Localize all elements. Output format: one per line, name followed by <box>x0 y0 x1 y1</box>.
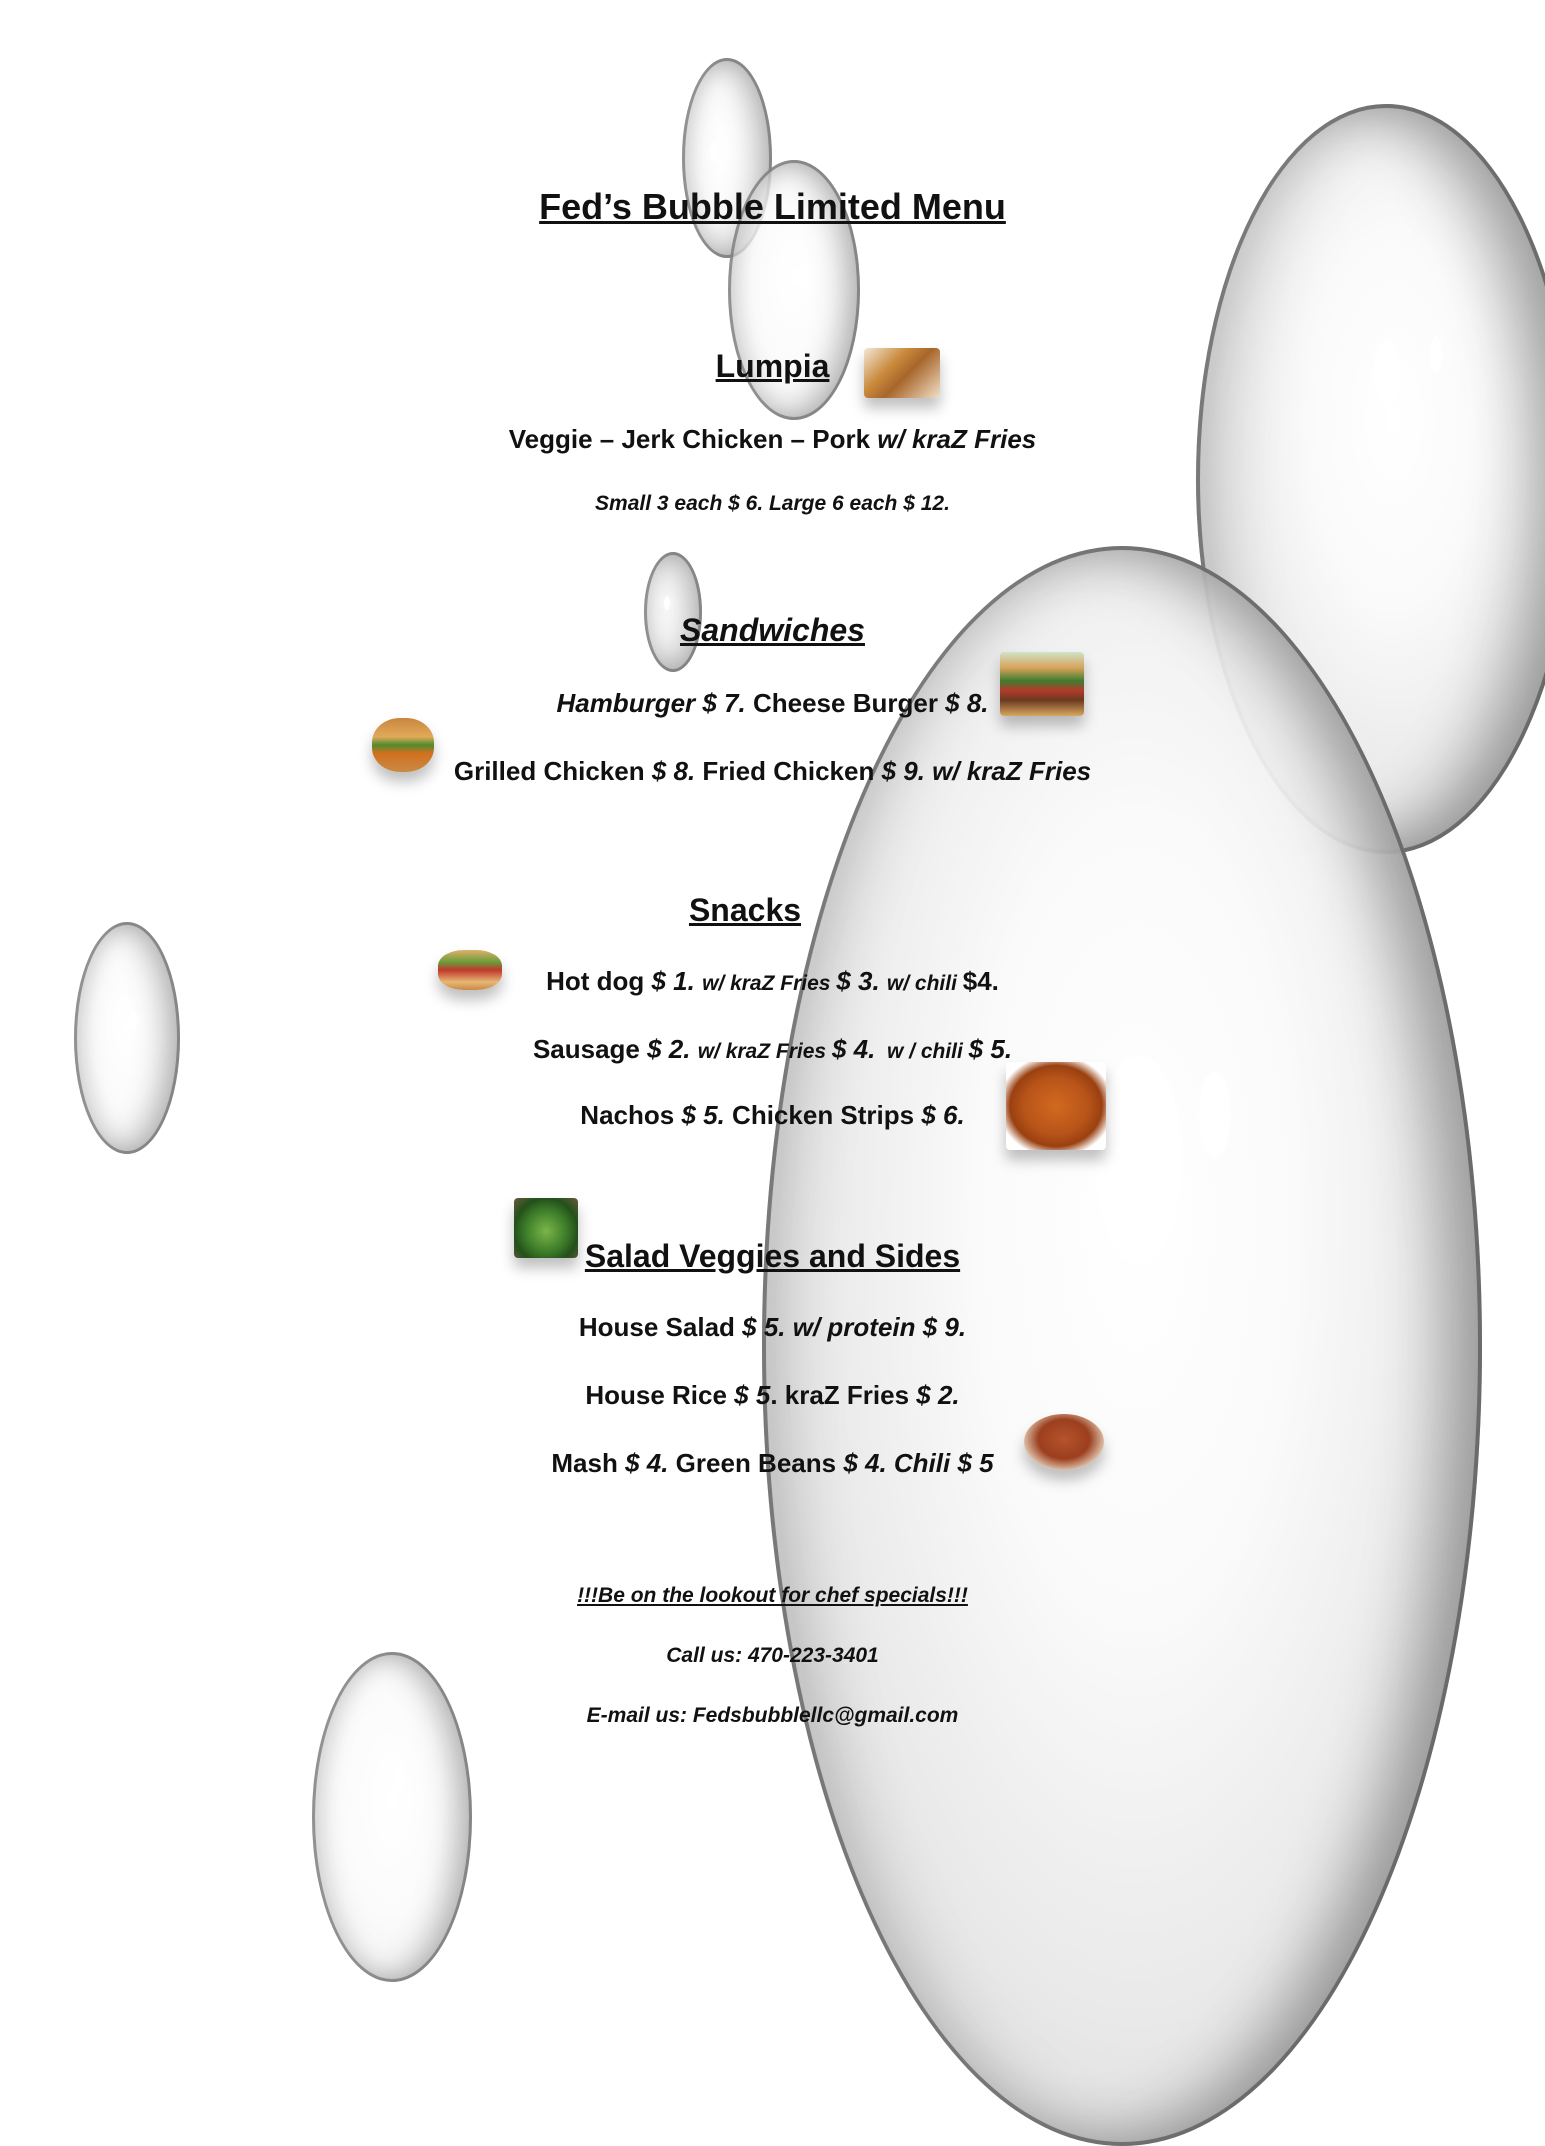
house-rice-price: $ 5 <box>734 1380 771 1410</box>
section-heading-snacks: Snacks <box>688 892 802 928</box>
fried-chicken-price: $ 9. w/ kraZ Fries <box>881 756 1092 786</box>
sausage-fries-label: w/ kraZ Fries <box>697 1040 832 1063</box>
section-heading-lumpia: Lumpia <box>715 348 830 384</box>
cheese-burger-price: $ 8. <box>945 688 989 718</box>
sausage-chili-price: $ 5. <box>968 1034 1013 1064</box>
hot-dog-fries-price: $ 3. <box>836 966 887 996</box>
lumpia-flavors: Veggie – Jerk Chicken – Pork <box>508 424 878 454</box>
snacks-nachos <box>0 1100 1545 1131</box>
sausage-chili-label: w / chili <box>875 1040 969 1063</box>
email-contact[interactable]: E-mail us: Fedsbubblellc@gmail.com <box>586 1704 959 1727</box>
cheese-burger-label: Cheese Burger <box>745 688 946 718</box>
kraz-fries-label: . kraZ Fries <box>770 1380 917 1410</box>
lumpia-side: w/ kraZ Fries <box>877 424 1037 454</box>
hot-dog-price: $ 1. <box>651 966 703 996</box>
chicken-strips-price: $ 6. <box>921 1100 965 1130</box>
section-heading-sides: Salad Veggies and Sides <box>584 1238 961 1274</box>
hot-dog-chili-label: w/ chili <box>886 972 963 995</box>
lumpia-prices: Small 3 each $ 6. Large 6 each $ 12. <box>595 492 950 515</box>
sides-mash <box>0 1448 1545 1479</box>
chef-specials-note: !!!Be on the lookout for chef specials!!! <box>577 1584 968 1607</box>
sandwiches-line-1 <box>0 688 1545 719</box>
snacks-hot-dog <box>0 966 1545 997</box>
snacks-sausage <box>0 1034 1545 1065</box>
sausage-label: Sausage <box>532 1034 648 1064</box>
nachos-price: $ 5. <box>681 1100 725 1130</box>
mash-label: Mash <box>551 1448 626 1478</box>
sausage-fries-price: $ 4. <box>831 1034 876 1064</box>
fried-chicken-label: Fried Chicken <box>695 756 882 786</box>
nachos-label: Nachos <box>580 1100 682 1130</box>
sausage-price: $ 2. <box>647 1034 698 1064</box>
menu-title: Fed’s Bubble Limited Menu <box>539 186 1006 227</box>
section-heading-sandwiches: Sandwiches <box>680 612 865 648</box>
lumpia-varieties <box>0 424 1545 455</box>
sides-salad <box>0 1312 1545 1343</box>
grilled-chicken-price: $ 8. <box>651 756 696 786</box>
house-salad-prices: $ 5. w/ protein $ 9. <box>742 1312 967 1342</box>
sides-rice <box>0 1380 1545 1411</box>
sandwiches-line-2 <box>0 756 1545 787</box>
green-beans-chili-prices: $ 4. Chili $ 5 <box>843 1448 994 1478</box>
hot-dog-chili-price: $4. <box>962 966 999 996</box>
grilled-chicken-label: Grilled Chicken <box>453 756 652 786</box>
hot-dog-fries-label: w/ kraZ Fries <box>702 972 837 995</box>
hamburger-price: Hamburger $ 7. <box>556 688 746 718</box>
house-salad-label: House Salad <box>578 1312 743 1342</box>
chicken-strips-label: Chicken Strips <box>724 1100 922 1130</box>
mash-price: $ 4. <box>625 1448 669 1478</box>
house-rice-label: House Rice <box>585 1380 735 1410</box>
kraz-fries-price: $ 2. <box>916 1380 960 1410</box>
bubble-decoration <box>312 1652 472 1982</box>
phone-contact: Call us: 470-223-3401 <box>666 1644 879 1667</box>
green-beans-label: Green Beans <box>668 1448 844 1478</box>
hot-dog-label: Hot dog <box>546 966 652 996</box>
